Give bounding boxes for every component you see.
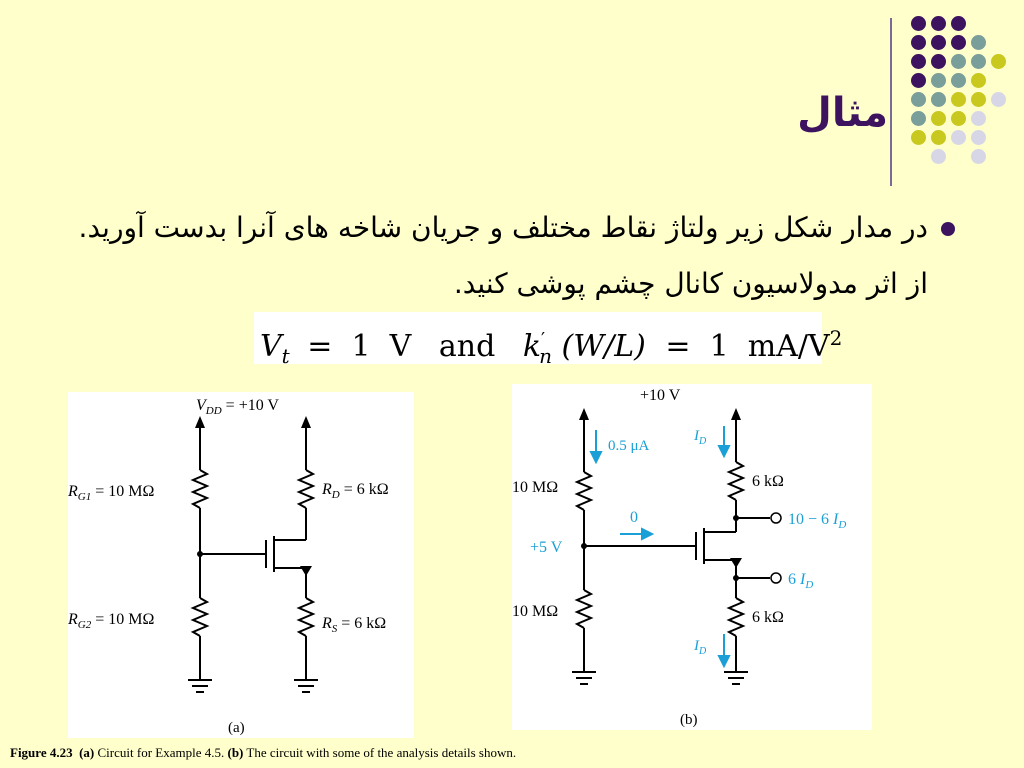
slide-title: مثال	[797, 90, 888, 136]
gate-voltage-label: +5 V	[530, 539, 563, 556]
caption-a-tag: (a)	[79, 745, 95, 760]
rs-b-label: 6 kΩ	[752, 609, 784, 626]
rg1-label: $R_{G1} = 10$ MΩ	[68, 483, 155, 503]
circuit-a-diagram	[68, 392, 414, 738]
dot	[971, 92, 986, 107]
circuit-figure-b	[512, 384, 872, 730]
figure-caption	[10, 745, 516, 761]
dot	[911, 16, 926, 31]
dot	[951, 111, 966, 126]
rd-b-label: 6 kΩ	[752, 473, 784, 490]
rs-label: $R_S = 6$ kΩ	[322, 615, 387, 635]
r-top-label: 10 MΩ	[512, 479, 559, 496]
figure-b-tag: (b)	[680, 712, 698, 728]
gate-current-label: 0	[630, 509, 638, 526]
id-top-label: $I_D$	[694, 428, 707, 447]
dot	[951, 16, 966, 31]
dot	[951, 92, 966, 107]
formula-sup: 2	[829, 326, 843, 350]
circuit-figure-a	[68, 392, 414, 738]
rg2-label: $R_{G2} = 10$ MΩ	[68, 611, 155, 631]
dot	[911, 73, 926, 88]
dot	[951, 130, 966, 145]
caption-a-text: Circuit for Example 4.5.	[94, 745, 228, 760]
r-bottom-label: 10 MΩ	[512, 603, 559, 620]
dot	[951, 73, 966, 88]
formula-k-value: = 1 mA/V	[665, 329, 830, 364]
source-node-label: 6 $I_D$	[788, 571, 814, 591]
dot	[911, 92, 926, 107]
dot	[971, 149, 986, 164]
gate-divider-current: 0.5 μA	[608, 438, 650, 454]
dot	[931, 54, 946, 69]
caption-b-tag: (b)	[227, 745, 244, 760]
dot	[971, 111, 986, 126]
dot	[991, 54, 1006, 69]
caption-b-text: The circuit with some of the analysis details shown.	[243, 745, 517, 760]
dot	[931, 35, 946, 50]
dot	[911, 35, 926, 50]
dot	[951, 54, 966, 69]
formula-vt: V	[260, 329, 282, 364]
dot	[931, 111, 946, 126]
bullet-icon	[941, 222, 955, 236]
dot	[931, 149, 946, 164]
dot	[971, 130, 986, 145]
formula-k: k	[522, 329, 542, 364]
dot	[931, 73, 946, 88]
figure-a-tag: (a)	[228, 720, 245, 736]
bullet-text: در مدار شکل زیر ولتاژ نقاط مختلف و جریان شاخه های آنرا بدست آورید. از اثر مدولاسیون کانال چشم پوشی کنید.	[78, 211, 928, 300]
dot	[911, 54, 926, 69]
supply-label: +10 V	[640, 387, 681, 404]
formula-vt-sub: t	[281, 344, 290, 368]
circuit-b-diagram	[512, 384, 872, 730]
dot	[911, 111, 926, 126]
vdd-label: $V_{DD} = +10$ V	[196, 397, 279, 417]
dot	[971, 73, 986, 88]
formula-k-prime: ′	[541, 329, 546, 350]
title-divider	[890, 18, 892, 186]
formula-k-sub: n	[539, 344, 552, 368]
parameter-formula	[254, 312, 843, 368]
dot	[951, 35, 966, 50]
formula-wl: (W/L)	[561, 329, 646, 364]
formula-vt-value: = 1 V	[307, 329, 412, 364]
dot	[911, 130, 926, 145]
dot	[931, 16, 946, 31]
caption-figure-no: Figure 4.23	[10, 745, 73, 760]
dot	[971, 54, 986, 69]
formula-and: and	[438, 329, 496, 364]
dot	[971, 35, 986, 50]
dot	[991, 92, 1006, 107]
dot	[931, 92, 946, 107]
dot	[931, 130, 946, 145]
rd-label: $R_D = 6$ kΩ	[322, 481, 389, 501]
drain-node-label: 10 − 6 $I_D$	[788, 511, 847, 531]
id-bottom-label: $I_D$	[694, 638, 707, 657]
